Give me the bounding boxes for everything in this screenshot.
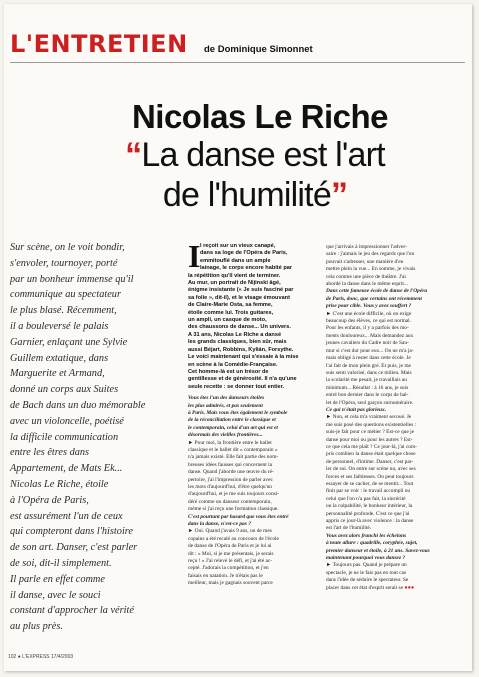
- question-line: dans la danse, n'est-ce pas ?: [188, 521, 251, 528]
- answer-line: let de l'Opéra, seul garçon surnuméraire.: [326, 399, 414, 406]
- lead-line: étoile comme lui. Trois guitares,: [188, 309, 274, 316]
- answer-line: de danse de l'Opéra de Paris et je lui ai: [188, 543, 272, 550]
- intro-line: constant d'approcher la vérité: [10, 605, 134, 617]
- answer-line: ler de soi. On entre sur scène nu, avec ses: [326, 466, 416, 473]
- headline-quote-line2: [65, 176, 445, 215]
- question-line: maintenant pourquoi vous dansez ?: [326, 555, 406, 562]
- lead-line: emmitouflé dans un ample: [200, 257, 271, 264]
- question-line: Dans cette fameuse école de danse de l'Opéra: [326, 288, 428, 295]
- answer-line: abordé la danse dans le même esprit...: [326, 281, 408, 288]
- lead-line: gentillesse et de générosité. Il n'a qu'une: [188, 376, 297, 383]
- answer-line: pouvait s'adresser, une manière d'en: [326, 258, 404, 265]
- intro-line: Guillem extatique, dans: [10, 352, 109, 364]
- lead-line: seule recette : se donner tout entier.: [188, 383, 285, 390]
- intro-line: de soi, dit-il simplement.: [10, 557, 112, 569]
- article-column-right: [326, 244, 466, 592]
- question-line: les plus admirés, et pas seulement: [188, 402, 263, 409]
- question-line: C'est pourtant par hasard que vous êtes entré: [188, 513, 289, 520]
- answer-line: saire : j'aimais le jeu des regards que l'on: [326, 251, 415, 258]
- intro-line: de Bach dans un duo mémorable: [10, 399, 146, 411]
- intro-line: il a bouleversé le palais: [10, 320, 109, 332]
- lead-line: énigme insistante (« Je suis fasciné par: [188, 287, 294, 294]
- lead-line: Le voici maintenant qui s'essaie à la mise: [188, 354, 299, 361]
- answer-line: meilleur, mais je gagnais souvent parce: [188, 580, 273, 587]
- close-quote-mark: ”: [330, 176, 348, 214]
- question-line: Ce qui n'était pas glorieux.: [326, 406, 387, 413]
- answer-line: breuses idées fausses qui concernent la: [188, 461, 272, 468]
- answer-line: mettre plein la vue... En somme, je vivais: [326, 266, 416, 273]
- answer-line: personnalité profonde. C'est ce que j'ai: [326, 510, 410, 517]
- answer-line: d'aujourd'hui, et je me suis toujours consi-: [188, 491, 280, 498]
- answer-line: pris combien la danse était quelque chose: [326, 451, 416, 458]
- lead-line: sa folie », dit-il), et le visage émouvant: [188, 294, 290, 301]
- answer-line: ce que cela me plaît ? Ce jour-là, j'ai com-: [326, 443, 417, 450]
- answer-line: entré bon dernier dans le corps de bal-: [326, 392, 409, 399]
- answer-line: appris ce jour-là avec violence : la danse: [326, 518, 414, 525]
- lead-line: Cet homme-là est un trésor de: [188, 368, 269, 375]
- answer-line: copains a été recalé au concours de l'école: [188, 535, 279, 542]
- byline: de Dominique Simonnet: [204, 44, 313, 55]
- lead-line: de Claire-Marie Osta, sa femme,: [188, 302, 273, 309]
- answer-line: danse pour moi ou pour les autres ? Est-: [326, 436, 413, 443]
- continue-mark: ●●●: [403, 584, 415, 591]
- intro-line: Garnier, enlaçant une Sylvie: [10, 336, 128, 348]
- question-line: à toute allure : quadrille, coryphée, sujet,: [326, 540, 418, 547]
- answer-line: l'ai fait de mon plein gré. Et puis, je me: [326, 362, 411, 369]
- answer-line: dit : « Moi, si je me présentais, je serais: [188, 550, 274, 557]
- lead-line: Au mur, un portrait de Nijinski âgé,: [188, 280, 281, 287]
- answer-line: minimum... Résultat : à 16 ans, je suis: [326, 384, 409, 391]
- question-line: de la réconciliation entre le classique et: [188, 417, 276, 424]
- answer-line: suis-je fait pour ce métier ? Est-ce que je: [326, 429, 415, 436]
- intro-text: [10, 240, 178, 635]
- answer-line: ► Non, et cela m'a vraiment secoué. Je: [326, 414, 412, 421]
- section-title: L'ENTRETIEN: [10, 30, 188, 58]
- answer-line: ► Pour moi, la frontière entre le ballet: [188, 439, 272, 446]
- intro-line: Marguerite et Armand,: [10, 368, 105, 380]
- answer-line: ments douloureux... Mais demandez aux: [326, 332, 414, 339]
- answer-line: que j'arrivais à impressionner l'adver-: [326, 244, 407, 250]
- answer-line: mur si c'est dur pour eux... On ne m'a ja-: [326, 347, 414, 354]
- answer-line: de personnel, d'intime. Danser, c'est par-: [326, 458, 414, 465]
- answer-line: est l'art de l'humilité.: [326, 525, 372, 532]
- answer-line: même si j'ai reçu une formation classique.: [188, 506, 279, 513]
- answer-line: faisais en natation. Je n'étais pas le: [188, 572, 263, 579]
- lead-line: aussi Béjart, Robbins, Kylián, Forsythe.: [188, 346, 294, 353]
- page-footer: 102 ● L'EXPRESS 17/4/2003: [8, 654, 74, 660]
- answer-line: finit par se voir : le travail accompli ou: [326, 488, 411, 495]
- answer-line: reçu ! » J'ai relevé le défi, et j'ai été ac-: [188, 558, 273, 565]
- drop-cap: I: [188, 238, 201, 274]
- answer-line: classique et le ballet dit « contemporain »: [188, 446, 278, 453]
- lead-line: des chaussons de danse... Un univers.: [188, 324, 291, 331]
- answer-line: ► C'est une école difficile, où on exige: [326, 310, 412, 317]
- intro-line: avec un violoncelle, poétisé: [10, 415, 124, 427]
- lead-line: l reçoit sur un vieux canapé,: [200, 243, 276, 249]
- answer-line: cela comme une pièce de théâtre. J'ai: [326, 273, 406, 280]
- answer-line: beaucoup des élèves, ce qui est normal.: [326, 318, 412, 325]
- intro-line: il danse, avec le souci: [10, 589, 101, 601]
- intro-line: est assurément l'un de ceux: [10, 510, 123, 522]
- question-line: Vous êtes l'un des danseurs étoiles: [188, 395, 265, 402]
- headline-quote-line1: [65, 136, 445, 175]
- lead-line: dans sa loge de l'Opéra de Paris,: [200, 250, 288, 257]
- answer-line: me suis posé des questions existentielles :: [326, 421, 417, 428]
- answer-line: jeunes cavaliers du Cadre noir de Sau-: [326, 340, 409, 347]
- open-quote-mark: “: [125, 136, 142, 174]
- question-line: premier danseur et étoile, à 21 ans. Savez-vous: [326, 547, 430, 554]
- answer-line: placer dans cet état d'esprit serait se ●●●: [326, 584, 415, 591]
- headline-quote-text1: La danse est l'art: [141, 136, 385, 174]
- lead-line: les grands classiques, bien sûr, mais: [188, 339, 287, 346]
- answer-line: n'a jamais existé. Elle fait partie des nom-: [188, 454, 279, 461]
- intro-line: Appartement, de Mats Ek...: [10, 463, 123, 475]
- intro-line: entre les êtres dans: [10, 447, 90, 459]
- answer-line: danse. Quand j'aborde une œuvre du ré-: [188, 469, 274, 476]
- question-line: le contemporain, celui d'un art qui est et: [188, 424, 278, 431]
- headline-quote-text2: de l'humilité: [162, 176, 331, 214]
- answer-line: mais obligé à rester dans cette école. Je: [326, 355, 411, 362]
- lead-line: en scène à la Comédie-Française.: [188, 361, 278, 368]
- answer-line: les mots d'aujourd'hui, d'être quelqu'un: [188, 484, 272, 490]
- question-line: à Paris. Mais vous êtes également le symbole: [188, 409, 288, 416]
- intro-line: qui compteront dans l'histoire: [10, 526, 133, 538]
- answer-line: ► Oui. Quand j'avais 9 ans, un de mes: [188, 528, 272, 535]
- answer-line: la scolarité me pesait, je travaillais au: [326, 377, 407, 384]
- headline-name: Nicolas Le Riche: [131, 98, 389, 135]
- answer-line: essayer de se cacher, de se mentir... Tout: [326, 481, 414, 487]
- answer-line: cepté. J'adorais la compétition, et j'en: [188, 565, 269, 572]
- intro-line: de son art. Danser, c'est parler: [10, 542, 138, 554]
- lead-line: la répétition qu'il vient de terminer.: [188, 272, 281, 279]
- intro-line: Il parle en effet comme: [10, 573, 105, 585]
- lead-line: un ampli, un casque de moto,: [188, 317, 267, 324]
- answer-line: celui que l'on n'a pas fait, la sincérité: [326, 495, 406, 502]
- answer-line: dans l'idée de séduire le spectateur. Se: [326, 577, 409, 584]
- intro-line: communique au spectateur: [10, 289, 121, 301]
- answer-line: Pour les enfants, il y a parfois des mo-: [326, 325, 409, 332]
- question-line: désormais des vieilles frontières...: [188, 432, 263, 439]
- answer-line: ► Toujours pas. Quand je prépare un: [326, 562, 407, 569]
- intro-line: donné un corps aux Suites: [10, 384, 119, 396]
- intro-line: le plus blasé. Récemment,: [10, 305, 117, 317]
- intro-line: au plus près.: [10, 621, 63, 633]
- article-column-middle: [188, 238, 316, 588]
- intro-line: la difficile communication: [10, 431, 119, 443]
- header-rule: [10, 62, 465, 63]
- intro-line: à l'Opéra de Paris,: [10, 494, 89, 506]
- lead-line: lainage, le corps encore habité par: [200, 265, 293, 272]
- question-line: de Paris, donc, que certains ont récemment: [326, 295, 422, 302]
- answer-line: suis senti valorisé, dans ce milieu. Mais: [326, 369, 412, 376]
- intro-line: Sur scène, on le voit bondir,: [10, 242, 125, 253]
- intro-line: s'envoler, tournoyer, porté: [10, 257, 118, 269]
- answer-line: forces et ses faiblesses. On peut toujours: [326, 473, 414, 480]
- answer-line: pertoire, j'ai l'impression de parler avec: [188, 476, 273, 483]
- question-line: Vous avez alors franchi les échelons: [326, 532, 407, 539]
- intro-line: par un bonheur immense qu'il: [10, 273, 134, 285]
- question-line: prise pour cible. Vous y avez souffert ?: [326, 303, 412, 310]
- answer-line: déré comme un danseur contemporain,: [188, 498, 272, 505]
- answer-line: spectacle, je ne le fais pas en tout cas: [326, 569, 407, 576]
- lead-line: A 31 ans, Nicolas Le Riche a dansé: [188, 331, 282, 338]
- answer-line: ou la culpabilité, le bonheur intérieur, la: [326, 503, 413, 510]
- intro-line: Nicolas Le Riche, étoile: [10, 478, 109, 490]
